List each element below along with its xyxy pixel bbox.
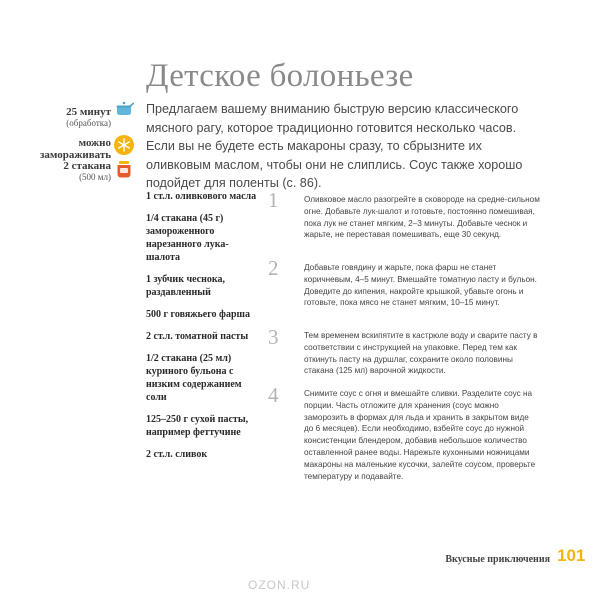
yield-value: 2 стакана: [63, 160, 111, 172]
recipe-intro: Предлагаем вашему вниманию быструю версию классического мясного рагу, которое традиционно готовится несколько часов. Если вы не будете есть макароны сразу, то сбрызните их оливковым маслом, чтобы они не слиплись. Соус также хорошо подойдет для поленты (с. 86).: [146, 102, 523, 190]
snowflake-icon: [114, 135, 134, 155]
step-text: Добавьте говядину и жарьте, пока фарш не станет коричневым, 4–5 минут. Вмешайте томатную пасту и бульон. Доведите до кипения, накройте крышкой, убавьте огонь и готовьте, пока мясо не станет мягким, 10–15 минут.: [304, 263, 537, 308]
page-number: 101: [557, 546, 586, 565]
prep-time-block: [40, 106, 111, 129]
step-text: Оливковое масло разогрейте в сковороде на средне-сильном огне. Добавьте лук-шалот и готовьте, постоянно помешивая, пока лук не станет мягким, 2–3 минуты. Добавьте чеснок и жарьте, не переставая помешивать, еще 30 секунд.: [304, 195, 540, 240]
ingredient-item: 2 ст.л. сливок: [146, 449, 208, 460]
jar-icon: [114, 159, 134, 179]
prep-time-value: 25 минут: [66, 106, 111, 118]
freeze-block: [40, 137, 111, 161]
step-text: Снимите соус с огня и вмешайте сливки. Разделите соус на порции. Часть отложите для хранения (соус можно заморозить в формах для льда и хранить в закрытом виде до 6 месяцев). Если необходимо, взбейте соус до нужной консистенции блендером, добавив небольшое количество оставленной ранее воды. Нарежьте кухонными ножницами макароны на маленькие кусочки, залейте соусом, проверьте температуру и подавайте.: [304, 389, 536, 481]
watermark: OZON.RU: [248, 578, 311, 592]
step-number: 1: [268, 188, 279, 212]
ingredient-item: 1/4 стакана (45 г) замороженного нарезанного лука-шалота: [146, 213, 229, 263]
ingredient-item: 1 ст.л. оливкового масла: [146, 191, 257, 202]
yield-block: [40, 160, 111, 183]
ingredients-list: [146, 190, 258, 470]
footer-section-title: Вкусные приключения: [445, 554, 550, 565]
ingredient-item: 1 зубчик чеснока, раздавленный: [146, 274, 225, 298]
step-number: 3: [268, 325, 279, 349]
step-number: 2: [268, 256, 279, 280]
saucepan-icon: [114, 98, 134, 118]
ingredient-item: 125–250 г сухой пасты, например феттучине: [146, 414, 249, 438]
step-text: Тем временем вскипятите в кастрюле воду и сварите пасту в соответствии с инструкцией на упаковке. Перед тем как откинуть пасту на дуршлаг, сохраните около половины стакана (125 мл) варочной жидкости.: [304, 331, 538, 376]
recipe-title: Детское болоньезе: [146, 58, 414, 94]
ingredient-item: 500 г говяжьего фарша: [146, 309, 250, 320]
prep-time-note: (обработка): [66, 118, 111, 128]
step-number: 4: [268, 383, 279, 407]
freeze-line-1: можно: [78, 137, 111, 149]
ingredient-item: 2 ст.л. томатной пасты: [146, 331, 249, 342]
yield-note: (500 мл): [79, 172, 111, 182]
freeze-line-2: замораживать: [40, 149, 112, 161]
ingredient-item: 1/2 стакана (25 мл) куриного бульона с низким содержанием соли: [146, 353, 242, 403]
